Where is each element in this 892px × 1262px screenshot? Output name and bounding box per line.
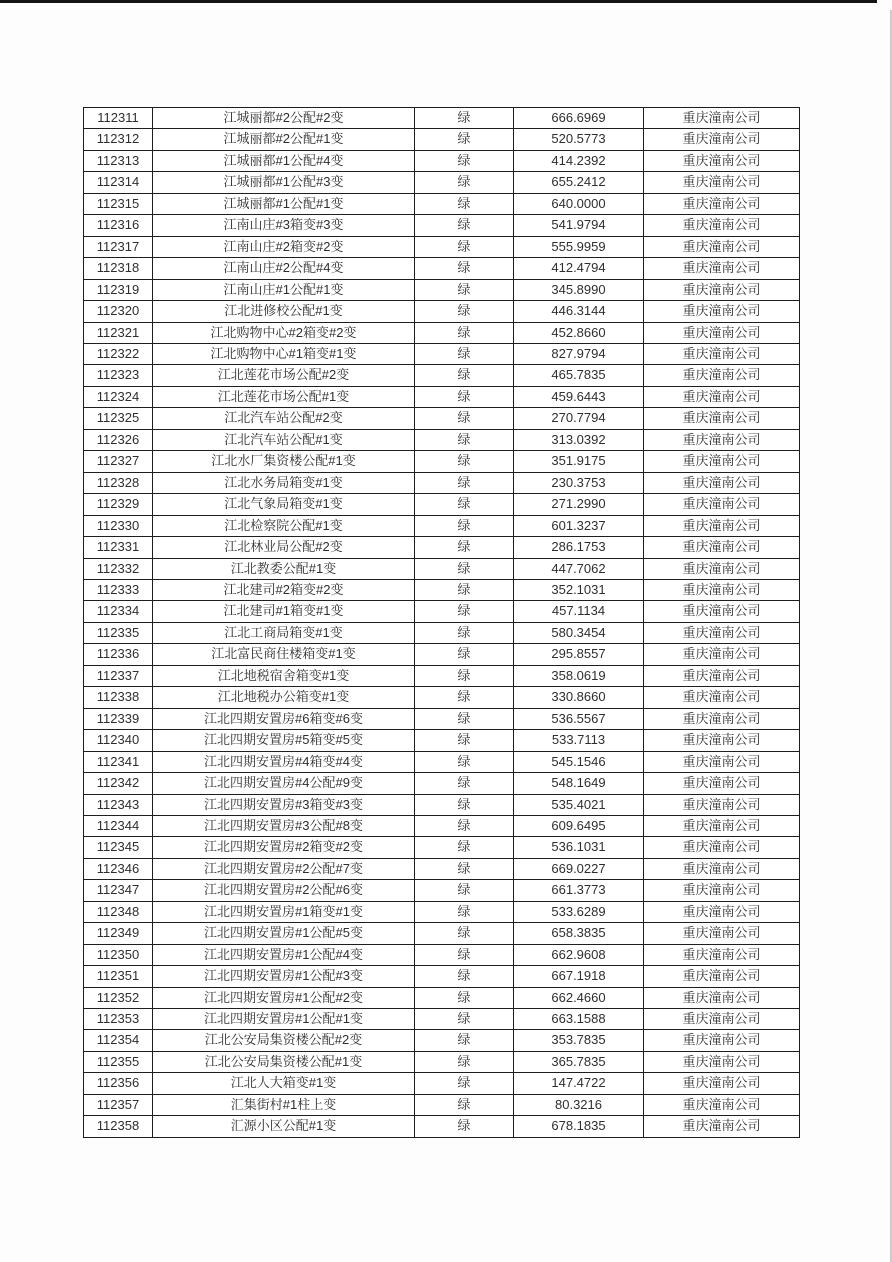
cell-id: 112339 xyxy=(84,708,153,729)
cell-value: 313.0392 xyxy=(514,429,644,450)
cell-device-name: 江北检察院公配#1变 xyxy=(153,515,415,536)
cell-company: 重庆潼南公司 xyxy=(644,1030,800,1051)
cell-device-name: 江城丽都#2公配#2变 xyxy=(153,108,415,129)
table-row xyxy=(84,472,800,493)
cell-id: 112348 xyxy=(84,901,153,922)
cell-id: 112329 xyxy=(84,494,153,515)
cell-value: 452.8660 xyxy=(514,322,644,343)
cell-device-name: 江北林业局公配#2变 xyxy=(153,537,415,558)
table-row xyxy=(84,944,800,965)
cell-device-name: 江北莲花市场公配#1变 xyxy=(153,386,415,407)
table-row xyxy=(84,451,800,472)
cell-id: 112358 xyxy=(84,1116,153,1137)
cell-device-name: 江北莲花市场公配#2变 xyxy=(153,365,415,386)
cell-id: 112354 xyxy=(84,1030,153,1051)
cell-id: 112353 xyxy=(84,1009,153,1030)
cell-value: 365.7835 xyxy=(514,1051,644,1072)
table-row xyxy=(84,129,800,150)
cell-company: 重庆潼南公司 xyxy=(644,150,800,171)
cell-device-name: 江南山庄#1公配#1变 xyxy=(153,279,415,300)
cell-id: 112325 xyxy=(84,408,153,429)
cell-company: 重庆潼南公司 xyxy=(644,1051,800,1072)
cell-value: 827.9794 xyxy=(514,343,644,364)
cell-value: 533.6289 xyxy=(514,901,644,922)
cell-company: 重庆潼南公司 xyxy=(644,858,800,879)
cell-company: 重庆潼南公司 xyxy=(644,515,800,536)
cell-company: 重庆潼南公司 xyxy=(644,815,800,836)
page-top-scan-bar xyxy=(0,0,877,3)
cell-status: 绿 xyxy=(415,472,514,493)
cell-status: 绿 xyxy=(415,429,514,450)
table-row xyxy=(84,987,800,1008)
cell-company: 重庆潼南公司 xyxy=(644,601,800,622)
table-row xyxy=(84,1051,800,1072)
cell-device-name: 江北地税宿舍箱变#1变 xyxy=(153,665,415,686)
table-row xyxy=(84,1094,800,1115)
cell-status: 绿 xyxy=(415,1094,514,1115)
cell-status: 绿 xyxy=(415,515,514,536)
cell-device-name: 江北公安局集资楼公配#2变 xyxy=(153,1030,415,1051)
cell-device-name: 江北四期安置房#1公配#1变 xyxy=(153,1009,415,1030)
cell-status: 绿 xyxy=(415,343,514,364)
cell-device-name: 江城丽都#1公配#4变 xyxy=(153,150,415,171)
table-row xyxy=(84,408,800,429)
cell-status: 绿 xyxy=(415,258,514,279)
cell-id: 112344 xyxy=(84,815,153,836)
cell-value: 667.1918 xyxy=(514,966,644,987)
cell-status: 绿 xyxy=(415,215,514,236)
cell-device-name: 江南山庄#2箱变#2变 xyxy=(153,236,415,257)
cell-company: 重庆潼南公司 xyxy=(644,773,800,794)
cell-company: 重庆潼南公司 xyxy=(644,1116,800,1137)
cell-value: 457.1134 xyxy=(514,601,644,622)
cell-company: 重庆潼南公司 xyxy=(644,322,800,343)
cell-id: 112335 xyxy=(84,622,153,643)
cell-device-name: 江北人大箱变#1变 xyxy=(153,1073,415,1094)
cell-id: 112349 xyxy=(84,923,153,944)
cell-company: 重庆潼南公司 xyxy=(644,944,800,965)
table-row xyxy=(84,794,800,815)
cell-id: 112338 xyxy=(84,687,153,708)
cell-status: 绿 xyxy=(415,1009,514,1030)
cell-value: 669.0227 xyxy=(514,858,644,879)
cell-company: 重庆潼南公司 xyxy=(644,472,800,493)
cell-id: 112351 xyxy=(84,966,153,987)
cell-value: 655.2412 xyxy=(514,172,644,193)
cell-device-name: 江北公安局集资楼公配#1变 xyxy=(153,1051,415,1072)
cell-company: 重庆潼南公司 xyxy=(644,429,800,450)
cell-device-name: 江北教委公配#1变 xyxy=(153,558,415,579)
cell-id: 112340 xyxy=(84,730,153,751)
cell-device-name: 江北水厂集资楼公配#1变 xyxy=(153,451,415,472)
cell-device-name: 江北富民商住楼箱变#1变 xyxy=(153,644,415,665)
cell-device-name: 江北四期安置房#1公配#5变 xyxy=(153,923,415,944)
cell-device-name: 江北地税办公箱变#1变 xyxy=(153,687,415,708)
cell-id: 112330 xyxy=(84,515,153,536)
cell-status: 绿 xyxy=(415,923,514,944)
cell-value: 555.9959 xyxy=(514,236,644,257)
cell-company: 重庆潼南公司 xyxy=(644,108,800,129)
cell-device-name: 江北工商局箱变#1变 xyxy=(153,622,415,643)
cell-company: 重庆潼南公司 xyxy=(644,129,800,150)
cell-device-name: 江南山庄#2公配#4变 xyxy=(153,258,415,279)
cell-status: 绿 xyxy=(415,966,514,987)
cell-company: 重庆潼南公司 xyxy=(644,1073,800,1094)
cell-status: 绿 xyxy=(415,494,514,515)
cell-status: 绿 xyxy=(415,365,514,386)
cell-status: 绿 xyxy=(415,837,514,858)
table-row xyxy=(84,365,800,386)
table-row xyxy=(84,172,800,193)
cell-status: 绿 xyxy=(415,279,514,300)
cell-value: 601.3237 xyxy=(514,515,644,536)
table-row xyxy=(84,193,800,214)
cell-device-name: 江城丽都#1公配#3变 xyxy=(153,172,415,193)
cell-company: 重庆潼南公司 xyxy=(644,730,800,751)
cell-company: 重庆潼南公司 xyxy=(644,751,800,772)
table-row xyxy=(84,966,800,987)
cell-status: 绿 xyxy=(415,1116,514,1137)
cell-value: 541.9794 xyxy=(514,215,644,236)
cell-id: 112327 xyxy=(84,451,153,472)
table-row xyxy=(84,150,800,171)
cell-value: 147.4722 xyxy=(514,1073,644,1094)
cell-company: 重庆潼南公司 xyxy=(644,622,800,643)
cell-device-name: 汇集街村#1柱上变 xyxy=(153,1094,415,1115)
cell-id: 112332 xyxy=(84,558,153,579)
table-row xyxy=(84,880,800,901)
cell-status: 绿 xyxy=(415,730,514,751)
cell-status: 绿 xyxy=(415,193,514,214)
table-row xyxy=(84,665,800,686)
cell-status: 绿 xyxy=(415,880,514,901)
cell-device-name: 江北四期安置房#1公配#4变 xyxy=(153,944,415,965)
cell-device-name: 江北四期安置房#3箱变#3变 xyxy=(153,794,415,815)
cell-value: 658.3835 xyxy=(514,923,644,944)
cell-value: 536.1031 xyxy=(514,837,644,858)
cell-device-name: 江北四期安置房#4公配#9变 xyxy=(153,773,415,794)
cell-device-name: 江北四期安置房#4箱变#4变 xyxy=(153,751,415,772)
table-row xyxy=(84,279,800,300)
table-row xyxy=(84,343,800,364)
substation-table-body xyxy=(84,108,800,1138)
cell-status: 绿 xyxy=(415,236,514,257)
cell-id: 112333 xyxy=(84,579,153,600)
cell-status: 绿 xyxy=(415,901,514,922)
cell-company: 重庆潼南公司 xyxy=(644,365,800,386)
cell-id: 112313 xyxy=(84,150,153,171)
cell-status: 绿 xyxy=(415,172,514,193)
cell-value: 545.1546 xyxy=(514,751,644,772)
cell-value: 666.6969 xyxy=(514,108,644,129)
cell-company: 重庆潼南公司 xyxy=(644,537,800,558)
cell-id: 112315 xyxy=(84,193,153,214)
cell-company: 重庆潼南公司 xyxy=(644,644,800,665)
cell-id: 112357 xyxy=(84,1094,153,1115)
table-row xyxy=(84,301,800,322)
cell-company: 重庆潼南公司 xyxy=(644,901,800,922)
cell-status: 绿 xyxy=(415,687,514,708)
cell-status: 绿 xyxy=(415,794,514,815)
cell-device-name: 江北四期安置房#1箱变#1变 xyxy=(153,901,415,922)
cell-value: 351.9175 xyxy=(514,451,644,472)
cell-device-name: 江北四期安置房#2公配#6变 xyxy=(153,880,415,901)
cell-company: 重庆潼南公司 xyxy=(644,301,800,322)
table-row xyxy=(84,751,800,772)
cell-device-name: 汇源小区公配#1变 xyxy=(153,1116,415,1137)
cell-value: 270.7794 xyxy=(514,408,644,429)
table-row xyxy=(84,537,800,558)
cell-status: 绿 xyxy=(415,665,514,686)
cell-company: 重庆潼南公司 xyxy=(644,923,800,944)
table-row xyxy=(84,322,800,343)
cell-id: 112347 xyxy=(84,880,153,901)
cell-value: 358.0619 xyxy=(514,665,644,686)
cell-status: 绿 xyxy=(415,386,514,407)
table-row xyxy=(84,1116,800,1137)
table-row xyxy=(84,687,800,708)
table-row xyxy=(84,730,800,751)
cell-status: 绿 xyxy=(415,622,514,643)
cell-id: 112318 xyxy=(84,258,153,279)
cell-value: 465.7835 xyxy=(514,365,644,386)
cell-company: 重庆潼南公司 xyxy=(644,494,800,515)
cell-company: 重庆潼南公司 xyxy=(644,794,800,815)
cell-id: 112341 xyxy=(84,751,153,772)
cell-device-name: 江北购物中心#2箱变#2变 xyxy=(153,322,415,343)
cell-id: 112322 xyxy=(84,343,153,364)
cell-status: 绿 xyxy=(415,1073,514,1094)
cell-value: 661.3773 xyxy=(514,880,644,901)
cell-status: 绿 xyxy=(415,815,514,836)
cell-value: 662.4660 xyxy=(514,987,644,1008)
cell-id: 112345 xyxy=(84,837,153,858)
cell-device-name: 江北建司#1箱变#1变 xyxy=(153,601,415,622)
table-row xyxy=(84,837,800,858)
cell-id: 112316 xyxy=(84,215,153,236)
cell-value: 548.1649 xyxy=(514,773,644,794)
cell-id: 112324 xyxy=(84,386,153,407)
cell-value: 580.3454 xyxy=(514,622,644,643)
cell-id: 112314 xyxy=(84,172,153,193)
cell-id: 112328 xyxy=(84,472,153,493)
cell-id: 112355 xyxy=(84,1051,153,1072)
cell-company: 重庆潼南公司 xyxy=(644,966,800,987)
cell-id: 112326 xyxy=(84,429,153,450)
cell-id: 112312 xyxy=(84,129,153,150)
cell-value: 535.4021 xyxy=(514,794,644,815)
cell-status: 绿 xyxy=(415,322,514,343)
cell-id: 112343 xyxy=(84,794,153,815)
table-row xyxy=(84,108,800,129)
cell-value: 663.1588 xyxy=(514,1009,644,1030)
cell-device-name: 江北四期安置房#5箱变#5变 xyxy=(153,730,415,751)
cell-status: 绿 xyxy=(415,150,514,171)
cell-status: 绿 xyxy=(415,1051,514,1072)
cell-value: 533.7113 xyxy=(514,730,644,751)
cell-status: 绿 xyxy=(415,751,514,772)
table-row xyxy=(84,708,800,729)
cell-company: 重庆潼南公司 xyxy=(644,451,800,472)
cell-id: 112331 xyxy=(84,537,153,558)
substation-table xyxy=(83,107,800,1138)
cell-company: 重庆潼南公司 xyxy=(644,880,800,901)
cell-company: 重庆潼南公司 xyxy=(644,687,800,708)
table-row xyxy=(84,386,800,407)
table-row xyxy=(84,644,800,665)
cell-value: 640.0000 xyxy=(514,193,644,214)
cell-value: 352.1031 xyxy=(514,579,644,600)
cell-device-name: 江北购物中心#1箱变#1变 xyxy=(153,343,415,364)
cell-device-name: 江北水务局箱变#1变 xyxy=(153,472,415,493)
cell-value: 330.8660 xyxy=(514,687,644,708)
cell-value: 286.1753 xyxy=(514,537,644,558)
cell-id: 112352 xyxy=(84,987,153,1008)
cell-company: 重庆潼南公司 xyxy=(644,708,800,729)
cell-id: 112320 xyxy=(84,301,153,322)
table-row xyxy=(84,558,800,579)
cell-device-name: 江北进修校公配#1变 xyxy=(153,301,415,322)
cell-id: 112336 xyxy=(84,644,153,665)
cell-company: 重庆潼南公司 xyxy=(644,665,800,686)
cell-company: 重庆潼南公司 xyxy=(644,236,800,257)
table-row xyxy=(84,601,800,622)
cell-value: 459.6443 xyxy=(514,386,644,407)
cell-value: 609.6495 xyxy=(514,815,644,836)
cell-id: 112334 xyxy=(84,601,153,622)
cell-status: 绿 xyxy=(415,708,514,729)
cell-value: 447.7062 xyxy=(514,558,644,579)
table-row xyxy=(84,858,800,879)
cell-status: 绿 xyxy=(415,858,514,879)
cell-device-name: 江南山庄#3箱变#3变 xyxy=(153,215,415,236)
cell-company: 重庆潼南公司 xyxy=(644,987,800,1008)
cell-status: 绿 xyxy=(415,108,514,129)
table-row xyxy=(84,215,800,236)
cell-company: 重庆潼南公司 xyxy=(644,258,800,279)
cell-status: 绿 xyxy=(415,644,514,665)
cell-value: 520.5773 xyxy=(514,129,644,150)
table-row xyxy=(84,622,800,643)
cell-company: 重庆潼南公司 xyxy=(644,558,800,579)
cell-status: 绿 xyxy=(415,601,514,622)
cell-status: 绿 xyxy=(415,537,514,558)
cell-device-name: 江北四期安置房#1公配#3变 xyxy=(153,966,415,987)
cell-device-name: 江北气象局箱变#1变 xyxy=(153,494,415,515)
table-row xyxy=(84,258,800,279)
cell-value: 80.3216 xyxy=(514,1094,644,1115)
cell-value: 536.5567 xyxy=(514,708,644,729)
table-row xyxy=(84,236,800,257)
cell-value: 271.2990 xyxy=(514,494,644,515)
table-row xyxy=(84,815,800,836)
cell-id: 112350 xyxy=(84,944,153,965)
cell-company: 重庆潼南公司 xyxy=(644,1094,800,1115)
cell-device-name: 江北四期安置房#2公配#7变 xyxy=(153,858,415,879)
table-row xyxy=(84,1073,800,1094)
cell-value: 678.1835 xyxy=(514,1116,644,1137)
cell-device-name: 江城丽都#2公配#1变 xyxy=(153,129,415,150)
cell-value: 446.3144 xyxy=(514,301,644,322)
cell-company: 重庆潼南公司 xyxy=(644,837,800,858)
cell-company: 重庆潼南公司 xyxy=(644,215,800,236)
cell-id: 112342 xyxy=(84,773,153,794)
cell-company: 重庆潼南公司 xyxy=(644,193,800,214)
cell-id: 112311 xyxy=(84,108,153,129)
cell-status: 绿 xyxy=(415,944,514,965)
cell-device-name: 江北建司#2箱变#2变 xyxy=(153,579,415,600)
cell-status: 绿 xyxy=(415,579,514,600)
cell-company: 重庆潼南公司 xyxy=(644,386,800,407)
cell-status: 绿 xyxy=(415,301,514,322)
cell-value: 345.8990 xyxy=(514,279,644,300)
cell-id: 112337 xyxy=(84,665,153,686)
table-row xyxy=(84,1009,800,1030)
table-row xyxy=(84,1030,800,1051)
cell-value: 295.8557 xyxy=(514,644,644,665)
cell-company: 重庆潼南公司 xyxy=(644,408,800,429)
table-row xyxy=(84,901,800,922)
cell-company: 重庆潼南公司 xyxy=(644,343,800,364)
table-row xyxy=(84,773,800,794)
cell-device-name: 江北四期安置房#3公配#8变 xyxy=(153,815,415,836)
cell-device-name: 江城丽都#1公配#1变 xyxy=(153,193,415,214)
cell-company: 重庆潼南公司 xyxy=(644,172,800,193)
cell-id: 112321 xyxy=(84,322,153,343)
cell-id: 112317 xyxy=(84,236,153,257)
cell-id: 112319 xyxy=(84,279,153,300)
cell-device-name: 江北四期安置房#1公配#2变 xyxy=(153,987,415,1008)
cell-status: 绿 xyxy=(415,773,514,794)
table-row xyxy=(84,515,800,536)
cell-id: 112323 xyxy=(84,365,153,386)
table-row xyxy=(84,429,800,450)
cell-device-name: 江北汽车站公配#1变 xyxy=(153,429,415,450)
cell-device-name: 江北四期安置房#6箱变#6变 xyxy=(153,708,415,729)
cell-status: 绿 xyxy=(415,558,514,579)
cell-device-name: 江北四期安置房#2箱变#2变 xyxy=(153,837,415,858)
cell-value: 412.4794 xyxy=(514,258,644,279)
cell-company: 重庆潼南公司 xyxy=(644,279,800,300)
cell-company: 重庆潼南公司 xyxy=(644,579,800,600)
cell-company: 重庆潼南公司 xyxy=(644,1009,800,1030)
cell-id: 112356 xyxy=(84,1073,153,1094)
cell-value: 353.7835 xyxy=(514,1030,644,1051)
table-row xyxy=(84,579,800,600)
cell-status: 绿 xyxy=(415,451,514,472)
cell-status: 绿 xyxy=(415,1030,514,1051)
cell-status: 绿 xyxy=(415,129,514,150)
table-row xyxy=(84,494,800,515)
cell-device-name: 江北汽车站公配#2变 xyxy=(153,408,415,429)
cell-status: 绿 xyxy=(415,987,514,1008)
cell-status: 绿 xyxy=(415,408,514,429)
table-row xyxy=(84,923,800,944)
cell-id: 112346 xyxy=(84,858,153,879)
cell-value: 230.3753 xyxy=(514,472,644,493)
cell-value: 662.9608 xyxy=(514,944,644,965)
cell-value: 414.2392 xyxy=(514,150,644,171)
